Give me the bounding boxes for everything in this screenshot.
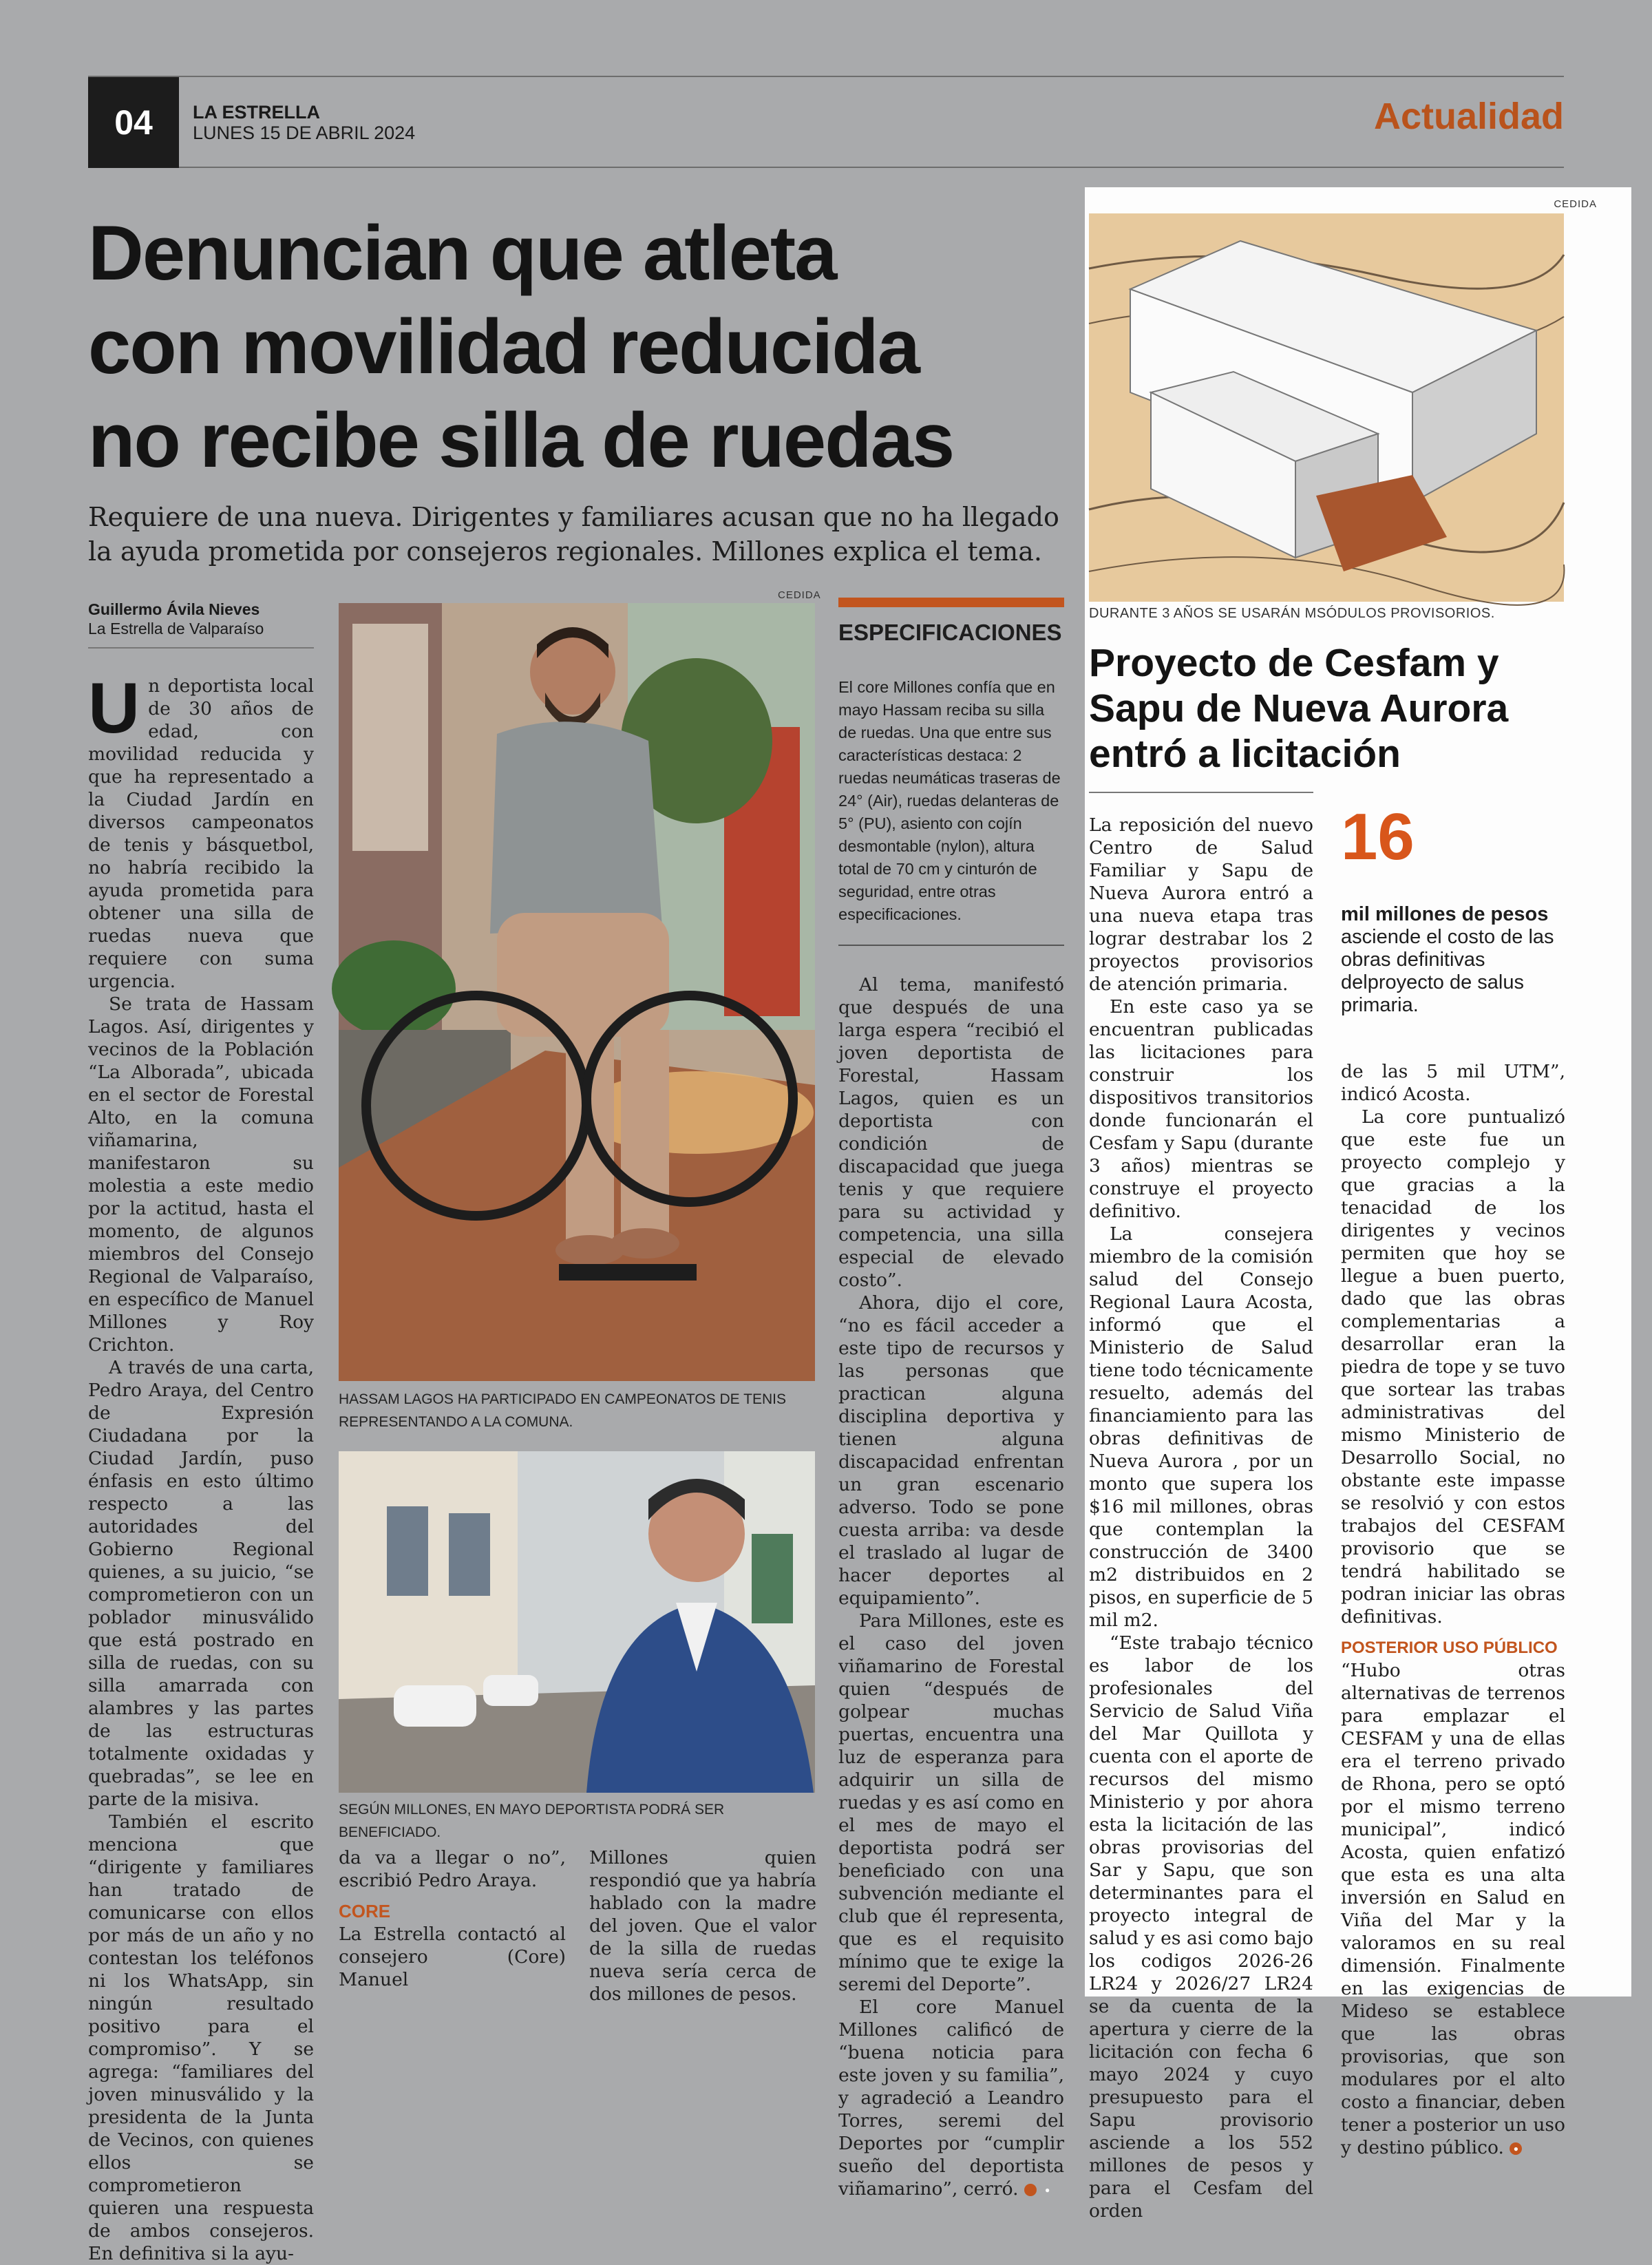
- official-photo-illustration: [339, 1451, 815, 1793]
- side-column-2: [1341, 1060, 1565, 2159]
- article-column-3: [589, 1846, 816, 2005]
- photo-credit: CEDIDA: [778, 589, 821, 601]
- headline-line: no recibe silla de ruedas: [88, 397, 954, 483]
- photo-caption: SEGÚN MILLONES, EN MAYO DEPORTISTA PODRÁ SER BENEFICIADO.: [339, 1802, 725, 1840]
- building-rendering-illustration: [1089, 213, 1564, 602]
- drop-cap: U: [88, 668, 140, 748]
- paragraph: “Hubo otras alternativas de terrenos para emplazar el CESFAM y una de ellas era el terreno privado de Rhona, pero se optó por el mismo terreno municipal”, indicó Acosta, quien enfatizó que esta es una alta inversión en Salud en Viña del Mar y la valoramos en su real dimensión. Finalmente en las exigencias de Mideso se establece que las obras provisorias, que son modulares por el alto costo a financiar, deben tener a posterior un uso y destino público.: [1341, 1660, 1565, 2158]
- subhead-posterior-uso: POSTERIOR USO PÚBLICO: [1341, 1639, 1558, 1657]
- side-photo-caption: DURANTE 3 AÑOS SE USARÁN MSÓDULOS PROVISORIOS.: [1089, 606, 1495, 621]
- paragraph: La core puntualizó que este fue un proyecto complejo y que gracias a la tenacidad de los dirigentes y vecinos permiten que hoy se llegue a buen puerto, dado que las obras complementarias a desarrollar eran la piedra de tope y se tuvo que sortear las trabas administrativas del mismo Ministerio de Desarrollo Social, no obstante este impasse se resolvió y con estos trabajos del CESFAM provisorio que se tendrá habilitado se podran iniciar las obras definitivas.: [1341, 1106, 1565, 1627]
- paragraph: da va a llegar o no”, escribió Pedro Araya.: [339, 1847, 566, 1891]
- end-mark-icon: ●: [1510, 2142, 1522, 2155]
- paragraph: La Estrella contactó al consejero (Core) Manuel: [339, 1924, 566, 1990]
- top-rule: [88, 76, 1564, 77]
- specs-title: ESPECIFICACIONES: [838, 620, 1062, 645]
- subhead-core: CORE: [339, 1901, 391, 1921]
- end-mark-icon: ●: [1024, 2184, 1037, 2196]
- paragraph: El core Manuel Millones calificó de “buena noticia para este joven y su familia”, y agradeció a Leandro Torres, seremi del Deportes por “cumplir sueño del deportista viñamarino”, cerró.: [838, 1997, 1064, 2200]
- side-photo-credit: CEDIDA: [1554, 198, 1597, 210]
- specs-text: El core Millones confía que en mayo Hassam reciba su silla de ruedas. Una que entre sus características destaca: 2 ruedas neumáticas traseras de 24° (Air), ruedas delanteras de 5° (PU), asiento con cojín desmontable (nylon), altura total de 70 cm y cinturón de seguridad, entre otras especificaciones.: [838, 678, 1061, 923]
- paragraph: de las 5 mil UTM”, indicó Acosta.: [1341, 1061, 1565, 1105]
- article-column-4: [838, 973, 1064, 2200]
- highlight-text: [1341, 903, 1568, 1017]
- official-photo: [339, 1451, 815, 1793]
- headline: [88, 207, 1052, 487]
- headline-line: Denuncian que atleta: [88, 210, 836, 296]
- paper-name: LA ESTRELLA: [193, 102, 320, 123]
- paragraph: Millones quien respondió que ya habría hablado con la madre del joven. Que el valor de la silla de ruedas nueva sería cerca de dos millones de pesos.: [589, 1847, 816, 2005]
- athlete-photo: [339, 603, 815, 1381]
- byline-author: Guillermo Ávila Nieves: [88, 600, 260, 618]
- paragraph: n deportista local de 30 años de edad, con movilidad reducida y que ha representado a la Ciudad Jardín en diversos campeonatos de tenis y básquetbol, no habría recibido la ayuda prometida para obtener una silla de ruedas nueva que requiere con suma urgencia.: [88, 675, 314, 992]
- specs-rule: [838, 945, 1064, 946]
- photo-caption: HASSAM LAGOS HA PARTICIPADO EN CAMPEONATOS DE TENIS REPRESENTANDO A LA COMUNA.: [339, 1391, 786, 1430]
- paragraph: Al tema, manifestó que después de una larga espera “recibió el joven deportista de Forestal, Hassam Lagos, quien es un deportista con condición de discapacidad que juega tenis y que requiere para su actividad y competencia, una silla especial de elevado costo”.: [838, 974, 1064, 1291]
- byline-organization: La Estrella de Valparaíso: [88, 620, 264, 638]
- section-label: Actualidad: [1373, 96, 1564, 137]
- article-column-1: [88, 668, 314, 2264]
- building-rendering: [1089, 213, 1564, 602]
- athlete-photo-illustration: [339, 603, 815, 1381]
- headline-line: con movilidad reducida: [88, 304, 919, 390]
- issue-date: LUNES 15 DE ABRIL 2024: [193, 123, 416, 143]
- paragraph: Ahora, dijo el core, “no es fácil acceder a este tipo de recursos y las personas que practican alguna disciplina deportiva y tienen alguna discapacidad enfrentan un gran escenario adverso. Todo se pone cuesta arriba: va desde el traslado al lugar de hacer deportes al equipamiento”.: [838, 1292, 1064, 1609]
- paragraph: También el escrito menciona que “dirigente y familiares han tratado de comunicarse con ellos por más de un año y no contestan los teléfonos ni los WhatsApp, sin ningún resultado positivo para el compromiso”. Y se agrega: “familiares del joven minusválido y la presidenta de la Junta de Vecinos, con quienes ellos se comprometieron quieren una respuesta de ambos consejeros. En definitiva si la ayu-: [88, 1811, 314, 2264]
- highlight-bold: mil millones de pesos: [1341, 903, 1549, 925]
- paragraph: La consejera miembro de la comisión salud del Consejo Regional Laura Acosta, informó que el Ministerio de Salud tiene todo técnicamente resuelto, además del financiamiento para las obras definitivas de Nueva Aurora , por un monto que supera los $16 mil millones, obras que contemplan la construcción de 3400 m2 distribuidos en 2 pisos, en superficie de 5 mil m2.: [1089, 1223, 1313, 1631]
- byline-rule: [88, 647, 314, 649]
- article-column-2: [339, 1846, 566, 1991]
- paragraph: “Este trabajo técnico es labor de los profesionales del Servicio de Salud Viña del Mar Quillota y cuenta con el aporte de recursos del mismo Ministerio y por ahora esta la licitación de las obras provisorias del Sar y Sapu, que son determinantes para el proyecto integral de salud y es asi como bajo los codigos 2026-26 LR24 y 2026/27 LR24 se da cuenta de la apertura y cierre de la licitación con fecha 6 mayo 2024 y cuyo presupuesto para el Sapu provisorio asciende a los 552 millones de pesos y para el Cesfam del orden: [1089, 1632, 1313, 2222]
- article-deck: Requiere de una nueva. Dirigentes y familiares acusan que no ha llegado la ayuda prometida por consejeros regionales. Millones explica el tema.: [88, 502, 1059, 567]
- paragraph: Se trata de Hassam Lagos. Así, dirigentes y vecinos de la Población “La Alborada”, ubicada en el sector de Forestal Alto, en la comuna viñamarina, manifestaron su molestia a este medio por la actitud, hasta el momento, de algunos miembros del Consejo Regional de Valparaíso, en específico de Manuel Millones y Roy Crichton.: [88, 993, 314, 1356]
- paragraph: La reposición del nuevo Centro de Salud Familiar y Sapu de Nueva Aurora entró a una nueva etapa tras lograr destrabar los 2 proyectos provisorios de atención primaria.: [1089, 814, 1313, 995]
- side-title-rule: [1089, 792, 1313, 793]
- paragraph: En este caso ya se encuentran publicadas las licitaciones para construir los dispositivos transitorios donde funcionarán el Cesfam y Sapu (durante 3 años) mientras se construye el proyecto definitivo.: [1089, 996, 1313, 1222]
- page-number: 04: [88, 77, 179, 168]
- header-bottom-rule: [88, 167, 1564, 168]
- specs-accent-bar: [838, 598, 1064, 607]
- highlight-number: 16: [1341, 800, 1415, 874]
- paragraph: A través de una carta, Pedro Araya, del Centro de Expresión Ciudadana por la Ciudad Jardín, puso énfasis en esto último respecto a las autoridades del Gobierno Regional quienes, a su juicio, “se comprometieron con un poblador minusválido que está postrado en silla de ruedas, con su silla amarrada con alambres y las partes de las estructuras totalmente oxidadas y quebradas”, se lee en parte de la misiva.: [88, 1357, 314, 1810]
- side-headline: Proyecto de Cesfam y Sapu de Nueva Aurora entró a licitación: [1089, 641, 1509, 776]
- side-column-1: [1089, 814, 1313, 2222]
- paragraph: Para Millones, este es el caso del joven viñamarino de Forestal quien “después de golpear muchas puertas, encuentra una luz de esperanza para adquirir un silla de ruedas y es así como en el mes de mayo el deportista podrá ser beneficiado con una subvención mediante el club que él representa, que es el requisito mínimo que te exige la seremi del Deporte”.: [838, 1610, 1064, 1995]
- highlight-description: asciende el costo de las obras definitivas delproyecto de salus primaria.: [1341, 926, 1554, 1016]
